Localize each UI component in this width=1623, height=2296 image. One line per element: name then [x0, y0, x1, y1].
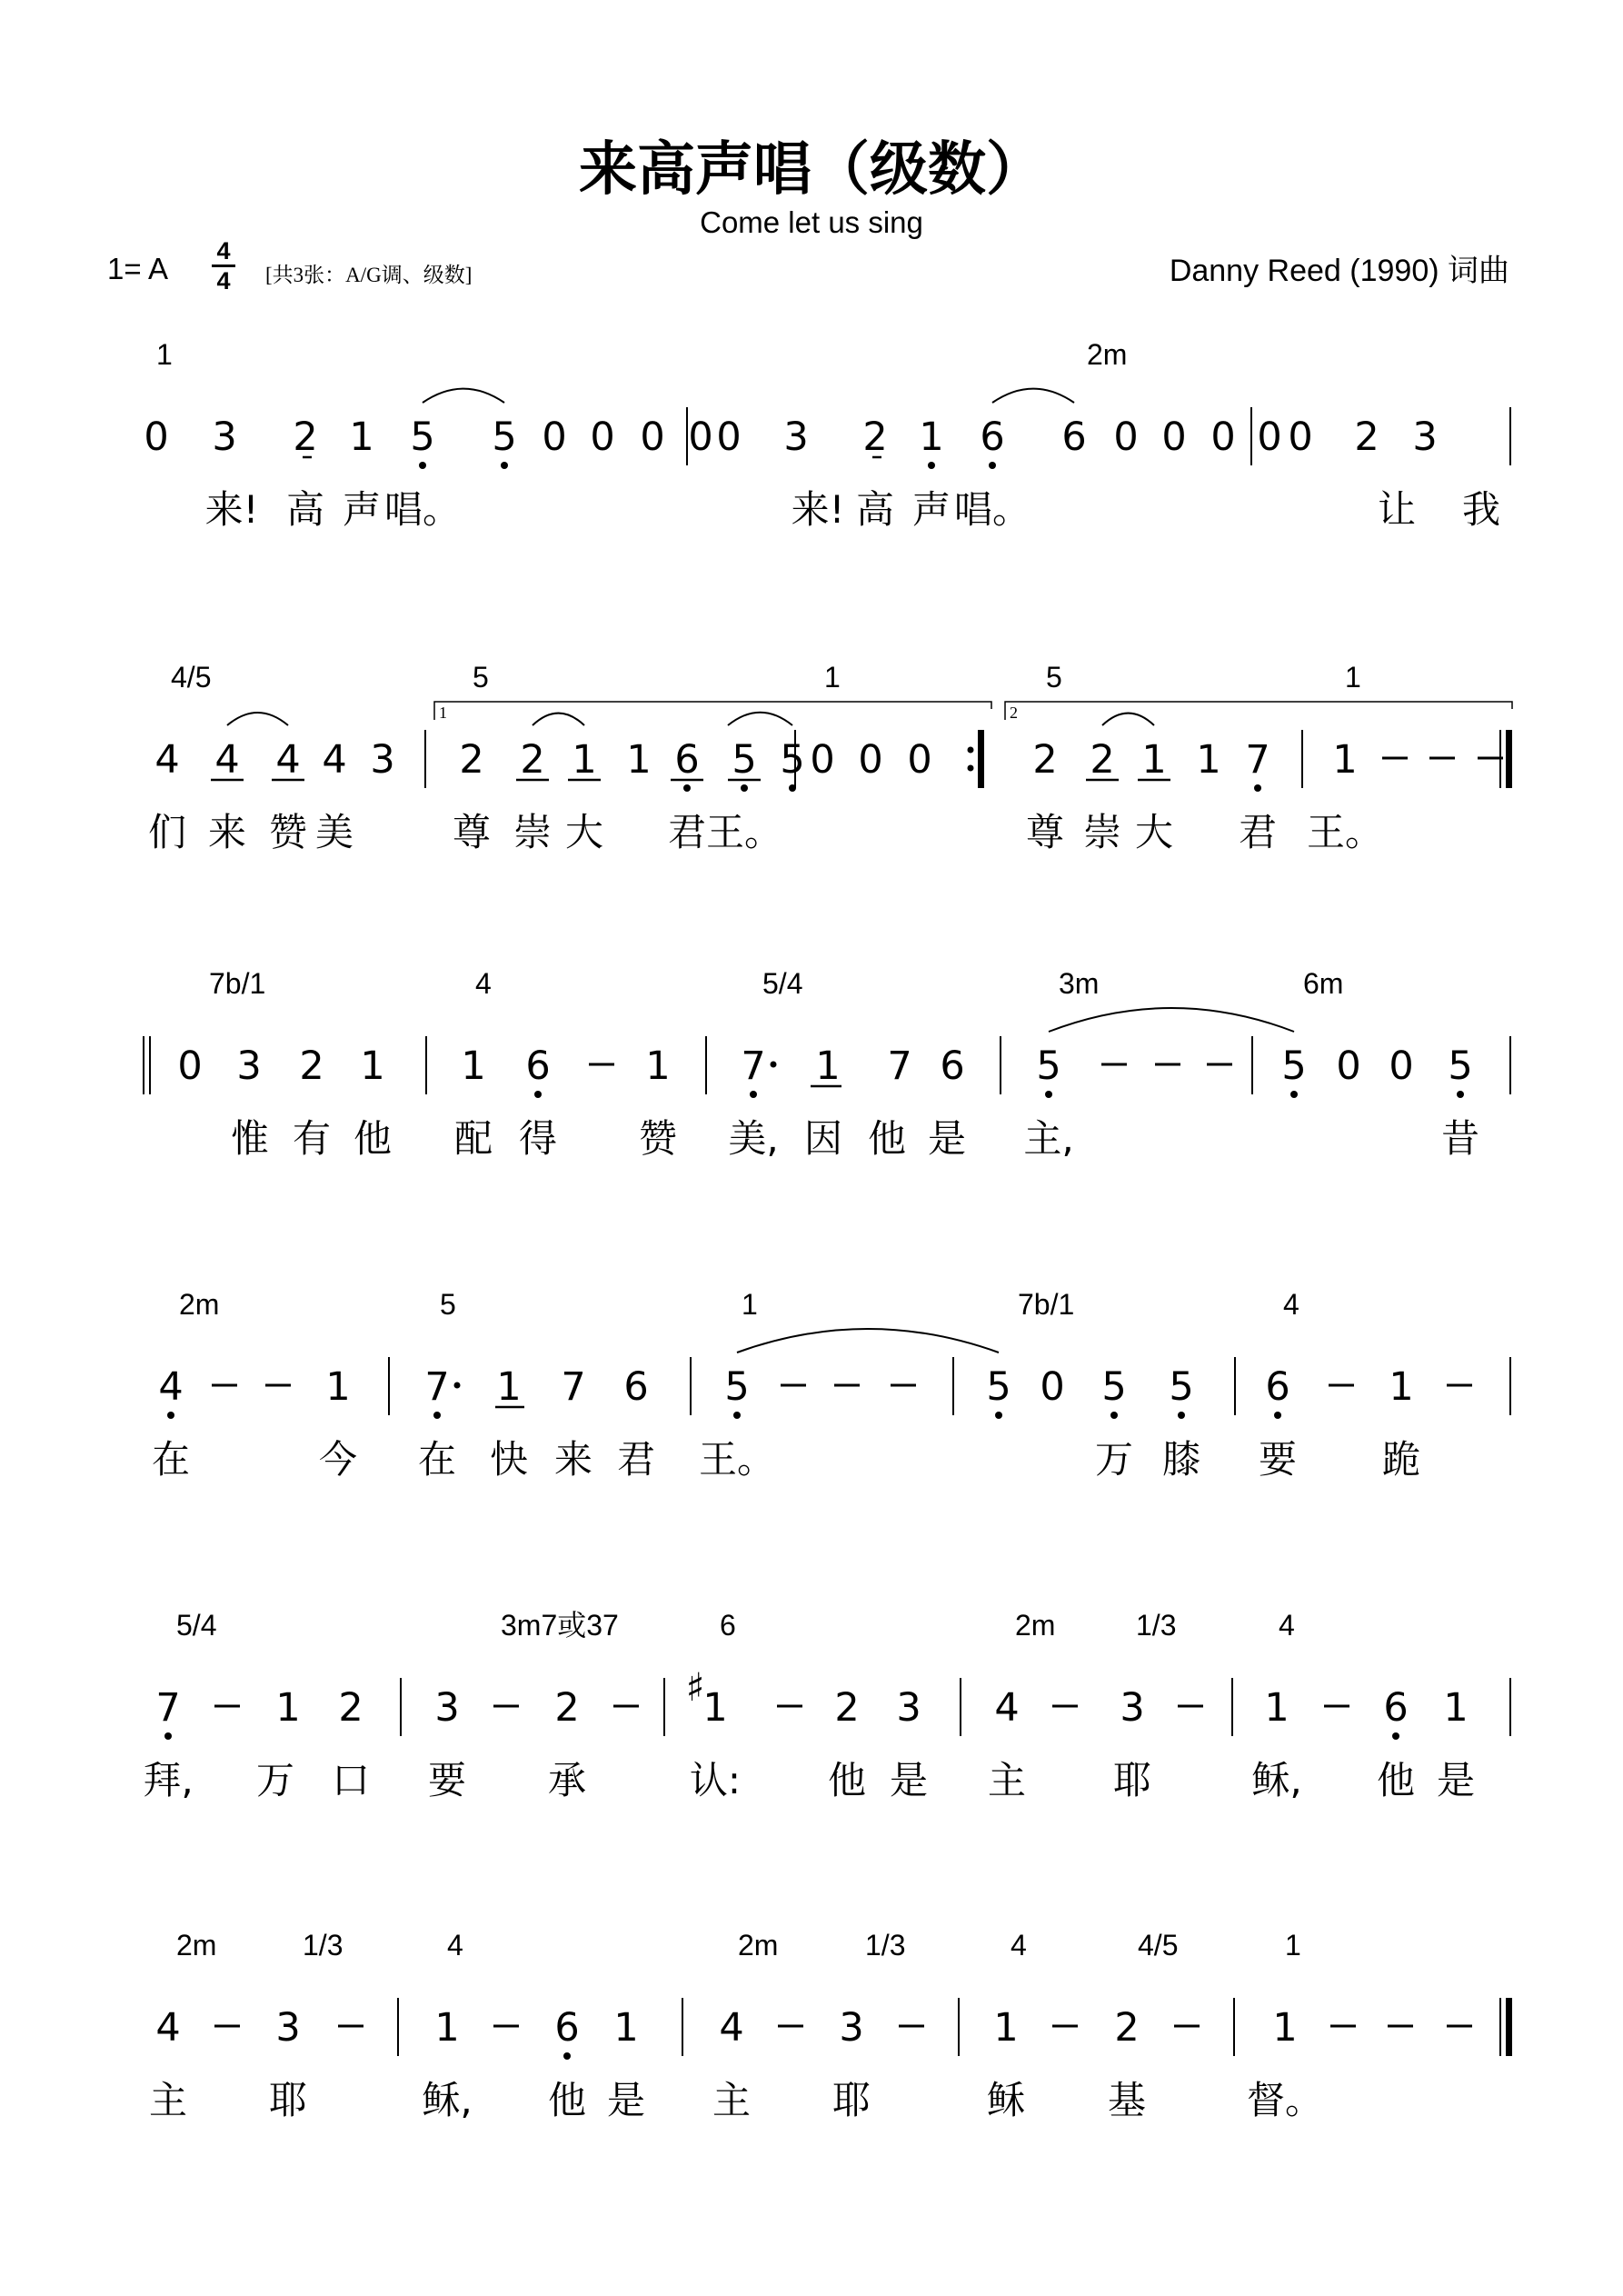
chord-symbol: 2m: [1087, 338, 1128, 371]
note-1: 1: [461, 1043, 486, 1089]
note-2: 2: [1032, 737, 1058, 783]
note-0: 0: [177, 1043, 203, 1089]
lyric-char: 承: [547, 1758, 587, 1802]
lyric-char: 君: [1238, 810, 1278, 854]
note-1: 1: [1141, 737, 1167, 783]
note-2: 2: [293, 414, 318, 460]
chord-symbol: 4: [1279, 1609, 1295, 1642]
note-4: 4: [994, 1685, 1020, 1731]
note-5: 5: [732, 737, 757, 783]
final-bar-thick: [1506, 1998, 1512, 2056]
note-0: 0: [688, 414, 713, 460]
lyric-char: 声: [911, 487, 951, 532]
lyric-char: 稣,: [1251, 1758, 1302, 1802]
song-title: 来高声唱（级数）: [579, 136, 1044, 204]
chord-symbol: 7b/1: [1018, 1288, 1075, 1321]
octave-dot-below: [683, 784, 691, 792]
repeat-bar-thick: [978, 730, 984, 788]
note-5: 5: [492, 414, 517, 460]
chord-symbol: 1/3: [865, 1929, 906, 1962]
tie-slur: [227, 713, 288, 725]
tie-slur: [737, 1329, 999, 1353]
note-5: 5: [1036, 1043, 1061, 1089]
lyric-char: 万: [255, 1758, 295, 1802]
note-6: 6: [1383, 1685, 1409, 1731]
volta-number: 1: [439, 704, 447, 722]
lyric-char: 在: [417, 1437, 457, 1482]
note-0: 0: [1257, 414, 1282, 460]
note-0: 0: [640, 414, 665, 460]
lyric-char: 他: [827, 1758, 867, 1802]
note-5: 5: [410, 414, 435, 460]
note-5: 5: [986, 1364, 1011, 1410]
note-2: 2: [1090, 737, 1115, 783]
octave-dot-below: [1457, 1091, 1464, 1098]
note-2: 2: [338, 1685, 363, 1731]
note-0: 0: [907, 737, 932, 783]
tie-slur: [728, 713, 792, 725]
note-0: 0: [1389, 1043, 1414, 1089]
sheet-note: [共3张：A/G调、级数]: [265, 264, 473, 286]
chord-symbol: 2m: [179, 1288, 220, 1321]
lyric-char: 赞: [638, 1116, 678, 1161]
note-1: 1: [1196, 737, 1221, 783]
note-6: 6: [674, 737, 700, 783]
note-0: 0: [542, 414, 567, 460]
note-3: 3: [370, 737, 395, 783]
lyric-char: 美,: [728, 1116, 779, 1161]
note-2: 2: [299, 1043, 324, 1089]
note-6: 6: [1265, 1364, 1290, 1410]
note-1: 1: [349, 414, 374, 460]
chord-symbol: 6m: [1303, 967, 1344, 1000]
tie-slur: [1102, 714, 1154, 725]
note-2: 2: [862, 414, 888, 460]
note-0: 0: [716, 414, 742, 460]
chord-symbol: 5/4: [762, 967, 803, 1000]
note-0: 0: [1336, 1043, 1361, 1089]
note-4: 4: [155, 2005, 181, 2051]
octave-dot-below: [928, 462, 935, 469]
note-4: 4: [275, 737, 301, 783]
note-2: 2: [1114, 2005, 1140, 2051]
lyric-char: 主: [987, 1758, 1027, 1802]
lyric-char: 来: [553, 1437, 593, 1482]
note-0: 0: [1161, 414, 1187, 460]
note-0: 0: [1210, 414, 1236, 460]
chord-symbol: 2m: [738, 1929, 779, 1962]
lyric-char: 尊: [452, 810, 492, 854]
note-6: 6: [940, 1043, 965, 1089]
octave-dot-below: [995, 1412, 1002, 1419]
note-1: 1: [626, 737, 652, 783]
lyric-char: 君: [667, 810, 707, 854]
chord-symbol: 5: [1046, 661, 1062, 694]
lyric-char: 是: [927, 1116, 967, 1161]
lyric-char: 督。: [1246, 2078, 1324, 2122]
chord-symbol: 4: [447, 1929, 463, 1962]
note-3: 3: [212, 414, 237, 460]
tie-slur: [533, 714, 584, 725]
octave-dot-below: [1110, 1412, 1118, 1419]
chord-symbol: 4: [475, 967, 492, 1000]
lyric-char: 昔: [1440, 1116, 1480, 1161]
chord-symbol: 2m: [176, 1929, 217, 1962]
volta-bracket: [1005, 702, 1512, 720]
lyric-char: 稣,: [422, 2078, 473, 2122]
note-1: 1: [325, 1364, 351, 1410]
note-0: 0: [1113, 414, 1139, 460]
note-3: 3: [1412, 414, 1438, 460]
repeat-dot: [968, 765, 974, 772]
lyric-char: 声: [342, 487, 382, 532]
chord-symbol: 1: [156, 338, 173, 371]
tie-slur: [423, 389, 504, 403]
lyric-char: 们: [147, 810, 187, 854]
lyric-char: 膝: [1161, 1437, 1201, 1482]
octave-dot-below: [1392, 1732, 1399, 1740]
lyric-char: 他: [547, 2078, 587, 2122]
augmentation-dot: [771, 1062, 777, 1068]
lyric-char: 拜,: [143, 1758, 194, 1802]
lyric-char: 来!: [791, 487, 845, 532]
lyric-char: 他: [867, 1116, 907, 1161]
lyric-char: 配: [453, 1116, 493, 1161]
lyric-char: 王。: [698, 1437, 776, 1482]
note-6: 6: [1061, 414, 1087, 460]
note-3: 3: [434, 1685, 460, 1731]
octave-dot-below: [1254, 784, 1261, 792]
volta-bracket: [434, 702, 991, 720]
octave-dot-below: [1045, 1091, 1052, 1098]
chord-symbol: 3m: [1059, 967, 1100, 1000]
tie-slur: [992, 389, 1074, 403]
note-1: 1: [702, 1685, 728, 1731]
chord-symbol: 4/5: [171, 661, 212, 694]
lyric-char: 是: [889, 1758, 929, 1802]
note-1: 1: [1264, 1685, 1289, 1731]
augmentation-dot: [454, 1383, 461, 1389]
repeat-dot: [968, 747, 974, 754]
note-7: 7: [1245, 737, 1270, 783]
note-0: 0: [810, 737, 835, 783]
note-4: 4: [158, 1364, 184, 1410]
octave-dot-below: [419, 462, 426, 469]
note-1: 1: [1332, 737, 1358, 783]
note-1: 1: [1272, 2005, 1298, 2051]
time-signature-bottom: 4: [216, 267, 231, 294]
octave-dot-below: [563, 2052, 571, 2060]
lyric-char: 要: [1258, 1437, 1298, 1482]
octave-dot-below: [164, 1732, 172, 1740]
note-4: 4: [719, 2005, 744, 2051]
note-5: 5: [1169, 1364, 1194, 1410]
lyric-char: 美: [314, 810, 354, 854]
note-1: 1: [1389, 1364, 1414, 1410]
octave-dot-below: [433, 1412, 441, 1419]
note-4: 4: [322, 737, 347, 783]
note-1: 1: [1443, 1685, 1469, 1731]
note-1: 1: [496, 1364, 522, 1410]
chord-symbol: 1/3: [303, 1929, 344, 1962]
chord-symbol: 7b/1: [209, 967, 266, 1000]
lyric-char: 赞: [268, 810, 308, 854]
lyric-char: 口: [331, 1758, 371, 1802]
octave-dot-below: [741, 784, 748, 792]
note-5: 5: [1101, 1364, 1127, 1410]
lyric-char: 是: [606, 2078, 646, 2122]
note-1: 1: [815, 1043, 841, 1089]
chord-symbol: 3m7或37: [501, 1609, 619, 1642]
lyric-char: 跪: [1381, 1437, 1421, 1482]
lyric-char: 高: [855, 487, 895, 532]
note-1: 1: [613, 2005, 639, 2051]
lyric-char: 耶: [1112, 1758, 1152, 1802]
note-0: 0: [590, 414, 615, 460]
key-signature: 1= A: [107, 252, 168, 285]
lyric-char: 来: [207, 810, 247, 854]
lyric-char: 有: [292, 1116, 332, 1161]
lyric-char: 崇: [1082, 810, 1122, 854]
author-credit: Danny Reed (1990) 词曲: [1169, 254, 1509, 288]
note-2: 2: [554, 1685, 580, 1731]
chord-symbol: 1: [742, 1288, 758, 1321]
note-7: 7: [741, 1043, 766, 1089]
lyric-char: 耶: [831, 2078, 871, 2122]
note-6: 6: [980, 414, 1005, 460]
note-0: 0: [1288, 414, 1313, 460]
chord-symbol: 4: [1011, 1929, 1027, 1962]
lyric-char: 王。: [705, 810, 783, 854]
chord-symbol: 6: [720, 1609, 736, 1642]
note-1: 1: [572, 737, 597, 783]
note-1: 1: [275, 1685, 301, 1731]
octave-dot-below: [733, 1412, 741, 1419]
chord-symbol: 1: [1285, 1929, 1301, 1962]
lyric-char: 唱。: [383, 487, 462, 532]
note-7: 7: [155, 1685, 181, 1731]
chord-symbol: 4: [1283, 1288, 1299, 1321]
octave-dot-below: [167, 1412, 174, 1419]
lyric-char: 来!: [204, 487, 259, 532]
note-1: 1: [434, 2005, 460, 2051]
octave-dot-below: [501, 462, 508, 469]
note-3: 3: [275, 2005, 301, 2051]
note-7: 7: [561, 1364, 586, 1410]
note-2: 2: [834, 1685, 860, 1731]
tie-slur: [1049, 1008, 1294, 1032]
lyric-char: 惟: [230, 1116, 270, 1161]
lyric-char: 在: [151, 1437, 191, 1482]
volta-number: 2: [1010, 704, 1018, 722]
lyric-char: 得: [518, 1116, 558, 1161]
octave-dot-below: [989, 462, 996, 469]
lyric-char: 稣: [986, 2078, 1026, 2122]
lyric-char: 大: [564, 810, 604, 854]
chord-symbol: 5/4: [176, 1609, 217, 1642]
note-2: 2: [520, 737, 545, 783]
note-5: 5: [1448, 1043, 1473, 1089]
lyric-char: 因: [803, 1116, 843, 1161]
note-6: 6: [525, 1043, 551, 1089]
note-3: 3: [896, 1685, 921, 1731]
note-5: 5: [780, 737, 805, 783]
lyric-char: 他: [1376, 1758, 1416, 1802]
lyric-char: 今: [318, 1437, 358, 1482]
octave-dot-below: [750, 1091, 757, 1098]
octave-dot-below: [1178, 1412, 1185, 1419]
lyric-char: 主: [148, 2078, 188, 2122]
note-7: 7: [424, 1364, 450, 1410]
note-5: 5: [1281, 1043, 1307, 1089]
octave-dot-below: [1290, 1091, 1298, 1098]
chord-symbol: 5: [440, 1288, 456, 1321]
time-signature-top: 4: [216, 237, 231, 265]
lyric-char: 大: [1134, 810, 1174, 854]
lyric-char: 让: [1377, 487, 1417, 532]
note-1: 1: [919, 414, 944, 460]
lyric-char: 君: [616, 1437, 656, 1482]
lyric-char: 耶: [268, 2078, 308, 2122]
lyric-char: 是: [1436, 1758, 1476, 1802]
lyric-char: 王。: [1306, 810, 1384, 854]
note-0: 0: [858, 737, 883, 783]
final-bar-thick: [1506, 730, 1512, 788]
note-2: 2: [1354, 414, 1379, 460]
note-7: 7: [887, 1043, 912, 1089]
note-3: 3: [1120, 1685, 1145, 1731]
lyric-char: 他: [353, 1116, 393, 1161]
octave-dot-below: [534, 1091, 542, 1098]
note-4: 4: [154, 737, 180, 783]
chord-symbol: 4/5: [1138, 1929, 1179, 1962]
note-3: 3: [236, 1043, 262, 1089]
lyric-char: 基: [1107, 2078, 1147, 2122]
octave-dot-below: [1274, 1412, 1281, 1419]
chord-symbol: 2m: [1015, 1609, 1056, 1642]
note-6: 6: [623, 1364, 649, 1410]
chord-symbol: 5: [473, 661, 489, 694]
note-0: 0: [144, 414, 169, 460]
note-0: 0: [1040, 1364, 1065, 1410]
lyric-char: 要: [427, 1758, 467, 1802]
lyric-char: 唱。: [953, 487, 1031, 532]
lyric-char: 认:: [689, 1758, 742, 1802]
note-3: 3: [839, 2005, 864, 2051]
lyric-char: 高: [285, 487, 325, 532]
lyric-char: 万: [1094, 1437, 1134, 1482]
note-2: 2: [459, 737, 484, 783]
chord-symbol: 1: [824, 661, 841, 694]
lyric-char: 我: [1461, 487, 1501, 532]
song-subtitle: Come let us sing: [700, 205, 923, 239]
lyric-char: 主,: [1023, 1116, 1074, 1161]
note-1: 1: [993, 2005, 1019, 2051]
lyric-char: 尊: [1025, 810, 1065, 854]
chord-symbol: 1/3: [1136, 1609, 1177, 1642]
note-6: 6: [554, 2005, 580, 2051]
note-4: 4: [214, 737, 240, 783]
note-1: 1: [645, 1043, 671, 1089]
chord-symbol: 1: [1345, 661, 1361, 694]
lyric-char: 主: [712, 2078, 752, 2122]
sharp-sign: ♯: [685, 1665, 705, 1711]
lyric-char: 快: [489, 1437, 529, 1482]
note-3: 3: [783, 414, 809, 460]
note-1: 1: [360, 1043, 385, 1089]
lyric-char: 崇: [513, 810, 553, 854]
note-5: 5: [724, 1364, 750, 1410]
